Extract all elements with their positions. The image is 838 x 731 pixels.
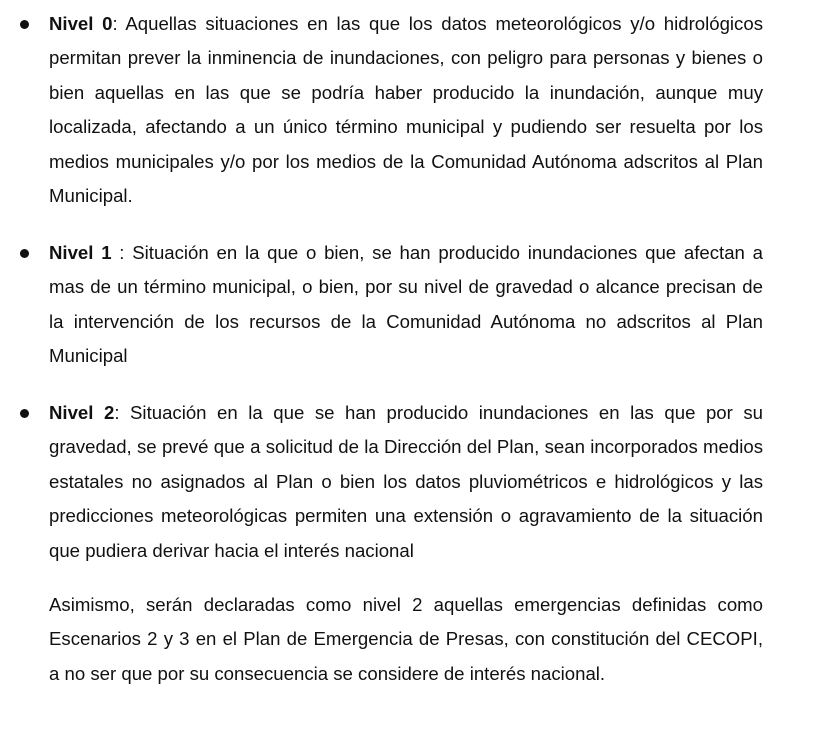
nivel-0-paragraph [49,7,763,213]
nivel-2-text: Situación en la que se han producido inundaciones en las que por su gravedad, se prevé que a solicitud de la Dirección del Plan, sean incorporados medios estatales no asignados al Plan o bien los datos pluviométricos e hidrológicos y las predicciones meteorológicas permiten una extensión o agravamiento de la situación que pudiera derivar hacia el interés nacional [49,402,763,561]
nivel-1-label: Nivel 1 [49,242,112,263]
nivel-2-label: Nivel 2 [49,402,115,423]
nivel-0-text: Aquellas situaciones en las que los datos meteorológicos y/o hidrológicos permitan prever la inminencia de inundaciones, con peligro para personas y bienes o bien aquellas en las que se podría haber producido la inundación, aunque muy localizada, afectando a un único término municipal y pudiendo ser resuelta por los medios municipales y/o por los medios de la Comunidad Autónoma adscritos al Plan Municipal. [49,13,763,207]
nivel-1-separator: : [111,242,133,263]
nivel-2-paragraph [49,396,763,568]
nivel-2-separator: : [114,402,131,423]
note-paragraph: Asimismo, serán declaradas como nivel 2 aquellas emergencias definidas como Escenarios 2 y 3 en el Plan de Emergencia de Presas, con constitución del CECOPI, a no ser que por su consecuencia se considere de interés nacional. [49,594,763,684]
nivel-1-paragraph [49,236,763,374]
nivel-0-separator: : [112,13,126,34]
bullet-icon [20,20,29,29]
nivel-1-text: Situación en la que o bien, se han producido inundaciones que afectan a mas de un término municipal, o bien, por su nivel de gravedad o alcance precisan de la intervención de los recursos de la Comunidad Autónoma no adscritos al Plan Municipal [49,242,763,367]
bullet-icon [20,249,29,258]
bullet-icon [20,409,29,418]
nivel-0-label: Nivel 0 [49,13,113,34]
